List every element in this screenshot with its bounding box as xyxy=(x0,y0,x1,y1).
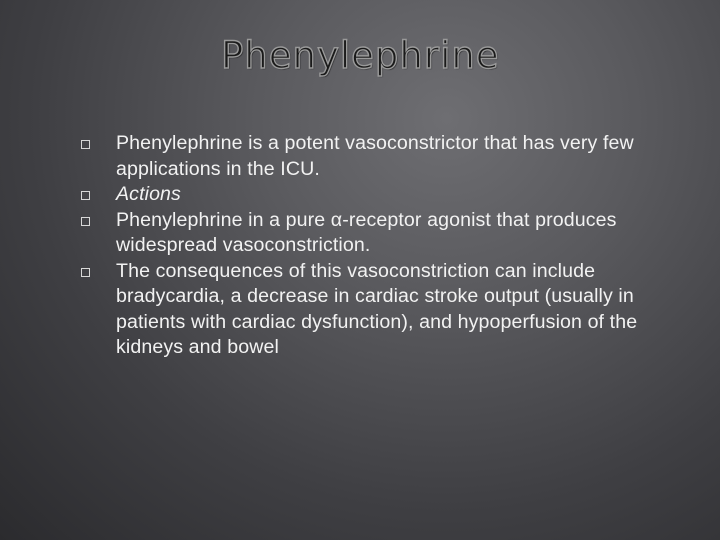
square-bullet-icon xyxy=(81,191,90,200)
bullet-item xyxy=(0,259,686,361)
bullet-text: Phenylephrine is a potent vasoconstrictor that has very few applications in the ICU. xyxy=(116,132,634,180)
bullet-item xyxy=(0,182,686,208)
bullet-text: Phenylephrine in a pure α-receptor agonist that produces widespread vasoconstriction. xyxy=(116,208,617,256)
square-bullet-icon xyxy=(81,268,90,277)
slide-title: Phenylephrine xyxy=(221,34,500,77)
bullet-item xyxy=(0,208,686,259)
bullet-list xyxy=(0,131,686,361)
bullet-text: Actions xyxy=(116,183,181,205)
bullet-text: The consequences of this vasoconstriction can include bradycardia, a decrease in cardiac stroke output (usually in patients with cardiac dysfunction), and hypoperfusion of the kidneys and bowel xyxy=(116,259,638,358)
bullet-item xyxy=(0,131,686,182)
square-bullet-icon xyxy=(81,140,90,149)
square-bullet-icon xyxy=(81,217,90,226)
